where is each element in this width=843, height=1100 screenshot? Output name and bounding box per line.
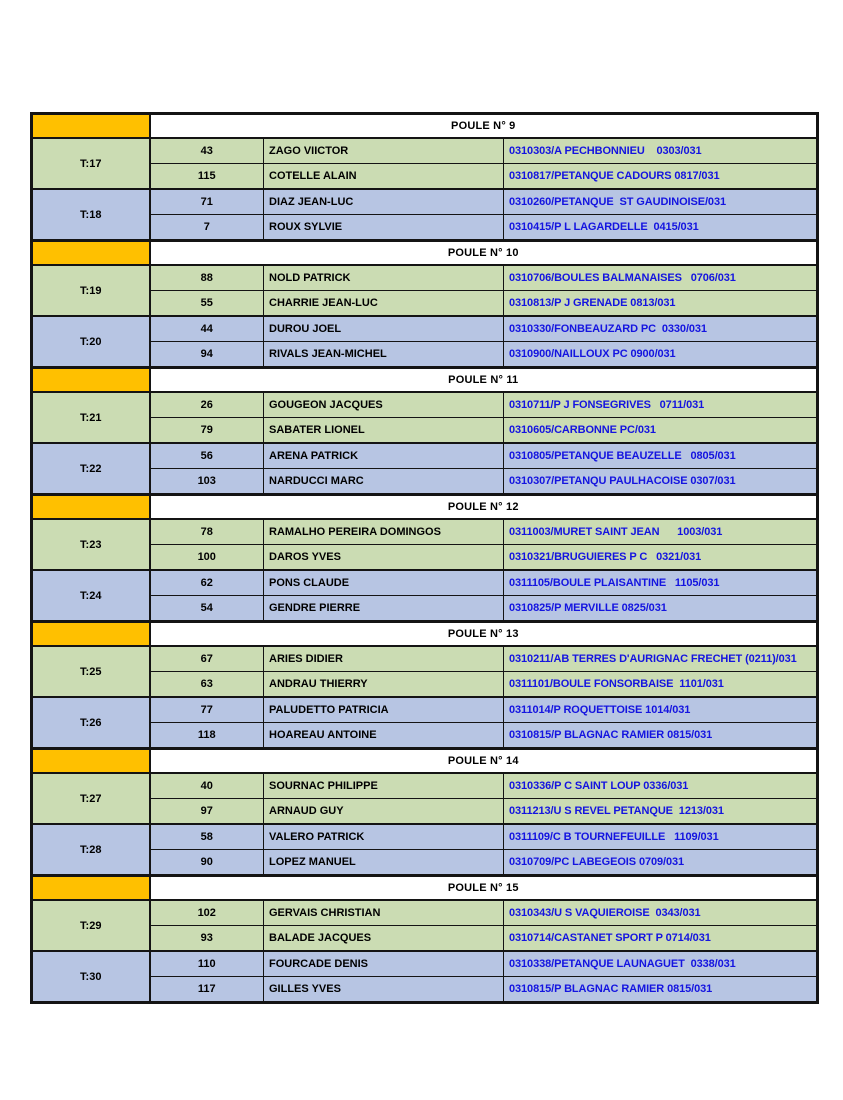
court-label: T:19 <box>32 265 150 316</box>
pool-header-spacer <box>32 114 150 139</box>
pool-header-row <box>32 495 818 520</box>
pool-header-row <box>32 368 818 393</box>
player-name: GERVAIS CHRISTIAN <box>264 900 504 926</box>
club-license: 0310415/P L LAGARDELLE 0415/031 <box>504 215 818 241</box>
club-license: 0310321/BRUGUIERES P C 0321/031 <box>504 545 818 571</box>
player-row <box>32 672 818 698</box>
player-number: 67 <box>150 646 264 672</box>
player-number: 58 <box>150 824 264 850</box>
player-name: GENDRE PIERRE <box>264 596 504 622</box>
club-license: 0310815/P BLAGNAC RAMIER 0815/031 <box>504 723 818 749</box>
player-row <box>32 164 818 190</box>
player-name: NOLD PATRICK <box>264 265 504 291</box>
player-name: RIVALS JEAN-MICHEL <box>264 342 504 368</box>
court-label: T:26 <box>32 697 150 749</box>
player-number: 94 <box>150 342 264 368</box>
pool-header-row <box>32 876 818 901</box>
player-number: 63 <box>150 672 264 698</box>
player-name: PONS CLAUDE <box>264 570 504 596</box>
court-label: T:23 <box>32 519 150 570</box>
player-name: DUROU JOEL <box>264 316 504 342</box>
club-license: 0310706/BOULES BALMANAISES 0706/031 <box>504 265 818 291</box>
player-number: 117 <box>150 977 264 1003</box>
club-license: 0310307/PETANQU PAULHACOISE 0307/031 <box>504 469 818 495</box>
player-name: ROUX SYLVIE <box>264 215 504 241</box>
player-name: GILLES YVES <box>264 977 504 1003</box>
pool-title: POULE N° 15 <box>150 876 818 901</box>
player-number: 88 <box>150 265 264 291</box>
club-license: 0311003/MURET SAINT JEAN 1003/031 <box>504 519 818 545</box>
player-number: 56 <box>150 443 264 469</box>
player-number: 43 <box>150 138 264 164</box>
player-row <box>32 697 818 723</box>
player-number: 103 <box>150 469 264 495</box>
player-row <box>32 342 818 368</box>
player-name: ARNAUD GUY <box>264 799 504 825</box>
player-row <box>32 723 818 749</box>
player-name: RAMALHO PEREIRA DOMINGOS <box>264 519 504 545</box>
player-name: DAROS YVES <box>264 545 504 571</box>
player-name: SOURNAC PHILIPPE <box>264 773 504 799</box>
player-number: 77 <box>150 697 264 723</box>
club-license: 0310711/P J FONSEGRIVES 0711/031 <box>504 392 818 418</box>
club-license: 0310260/PETANQUE ST GAUDINOISE/031 <box>504 189 818 215</box>
pool-header-spacer <box>32 368 150 393</box>
player-row <box>32 773 818 799</box>
player-number: 102 <box>150 900 264 926</box>
club-license: 0311213/U S REVEL PETANQUE 1213/031 <box>504 799 818 825</box>
player-row <box>32 392 818 418</box>
player-row <box>32 316 818 342</box>
pool-title: POULE N° 11 <box>150 368 818 393</box>
player-name: CHARRIE JEAN-LUC <box>264 291 504 317</box>
player-row <box>32 900 818 926</box>
player-name: VALERO PATRICK <box>264 824 504 850</box>
player-row <box>32 596 818 622</box>
player-name: ARIES DIDIER <box>264 646 504 672</box>
player-number: 100 <box>150 545 264 571</box>
pool-title: POULE N° 10 <box>150 241 818 266</box>
pool-header-row <box>32 749 818 774</box>
player-name: SABATER LIONEL <box>264 418 504 444</box>
player-row <box>32 265 818 291</box>
player-row <box>32 519 818 545</box>
player-number: 118 <box>150 723 264 749</box>
club-license: 0310343/U S VAQUIEROISE 0343/031 <box>504 900 818 926</box>
club-license: 0310714/CASTANET SPORT P 0714/031 <box>504 926 818 952</box>
club-license: 0310336/P C SAINT LOUP 0336/031 <box>504 773 818 799</box>
player-number: 115 <box>150 164 264 190</box>
player-row <box>32 850 818 876</box>
player-row <box>32 824 818 850</box>
player-name: COTELLE ALAIN <box>264 164 504 190</box>
club-license: 0310330/FONBEAUZARD PC 0330/031 <box>504 316 818 342</box>
player-row <box>32 138 818 164</box>
player-number: 71 <box>150 189 264 215</box>
pool-header-row <box>32 241 818 266</box>
player-number: 110 <box>150 951 264 977</box>
player-name: BALADE JACQUES <box>264 926 504 952</box>
player-number: 62 <box>150 570 264 596</box>
pools-table <box>30 112 819 1004</box>
pool-title: POULE N° 12 <box>150 495 818 520</box>
player-row <box>32 443 818 469</box>
player-row <box>32 469 818 495</box>
pool-header-spacer <box>32 749 150 774</box>
court-label: T:28 <box>32 824 150 876</box>
court-label: T:17 <box>32 138 150 189</box>
court-label: T:21 <box>32 392 150 443</box>
pool-header-row <box>32 622 818 647</box>
player-number: 54 <box>150 596 264 622</box>
pool-header-row <box>32 114 818 139</box>
player-name: LOPEZ MANUEL <box>264 850 504 876</box>
club-license: 0310211/AB TERRES D'AURIGNAC FRECHET (0211)/031 <box>504 646 818 672</box>
player-number: 78 <box>150 519 264 545</box>
court-label: T:25 <box>32 646 150 697</box>
player-number: 40 <box>150 773 264 799</box>
club-license: 0310815/P BLAGNAC RAMIER 0815/031 <box>504 977 818 1003</box>
club-license: 0310709/PC LABEGEOIS 0709/031 <box>504 850 818 876</box>
player-name: GOUGEON JACQUES <box>264 392 504 418</box>
player-name: ARENA PATRICK <box>264 443 504 469</box>
pool-title: POULE N° 9 <box>150 114 818 139</box>
player-row <box>32 215 818 241</box>
club-license: 0311109/C B TOURNEFEUILLE 1109/031 <box>504 824 818 850</box>
player-name: PALUDETTO PATRICIA <box>264 697 504 723</box>
club-license: 0310813/P J GRENADE 0813/031 <box>504 291 818 317</box>
player-row <box>32 926 818 952</box>
player-name: ZAGO VIICTOR <box>264 138 504 164</box>
club-license: 0310605/CARBONNE PC/031 <box>504 418 818 444</box>
club-license: 0310900/NAILLOUX PC 0900/031 <box>504 342 818 368</box>
club-license: 0311101/BOULE FONSORBAISE 1101/031 <box>504 672 818 698</box>
player-number: 55 <box>150 291 264 317</box>
player-row <box>32 189 818 215</box>
club-license: 0310805/PETANQUE BEAUZELLE 0805/031 <box>504 443 818 469</box>
court-label: T:24 <box>32 570 150 622</box>
club-license: 0311105/BOULE PLAISANTINE 1105/031 <box>504 570 818 596</box>
player-row <box>32 545 818 571</box>
player-name: ANDRAU THIERRY <box>264 672 504 698</box>
player-row <box>32 418 818 444</box>
player-row <box>32 799 818 825</box>
court-label: T:18 <box>32 189 150 241</box>
player-number: 7 <box>150 215 264 241</box>
pool-header-spacer <box>32 622 150 647</box>
court-label: T:30 <box>32 951 150 1003</box>
court-label: T:20 <box>32 316 150 368</box>
player-number: 79 <box>150 418 264 444</box>
player-number: 97 <box>150 799 264 825</box>
court-label: T:22 <box>32 443 150 495</box>
club-license: 0310825/P MERVILLE 0825/031 <box>504 596 818 622</box>
club-license: 0310303/A PECHBONNIEU 0303/031 <box>504 138 818 164</box>
club-license: 0311014/P ROQUETTOISE 1014/031 <box>504 697 818 723</box>
player-row <box>32 977 818 1003</box>
player-row <box>32 951 818 977</box>
player-name: HOAREAU ANTOINE <box>264 723 504 749</box>
club-license: 0310338/PETANQUE LAUNAGUET 0338/031 <box>504 951 818 977</box>
pool-header-spacer <box>32 241 150 266</box>
player-name: FOURCADE DENIS <box>264 951 504 977</box>
player-name: DIAZ JEAN-LUC <box>264 189 504 215</box>
player-number: 26 <box>150 392 264 418</box>
player-row <box>32 646 818 672</box>
pool-header-spacer <box>32 495 150 520</box>
court-label: T:29 <box>32 900 150 951</box>
player-number: 90 <box>150 850 264 876</box>
club-license: 0310817/PETANQUE CADOURS 0817/031 <box>504 164 818 190</box>
player-row <box>32 570 818 596</box>
player-number: 44 <box>150 316 264 342</box>
pool-title: POULE N° 13 <box>150 622 818 647</box>
pool-header-spacer <box>32 876 150 901</box>
player-row <box>32 291 818 317</box>
player-name: NARDUCCI MARC <box>264 469 504 495</box>
pool-title: POULE N° 14 <box>150 749 818 774</box>
player-number: 93 <box>150 926 264 952</box>
court-label: T:27 <box>32 773 150 824</box>
